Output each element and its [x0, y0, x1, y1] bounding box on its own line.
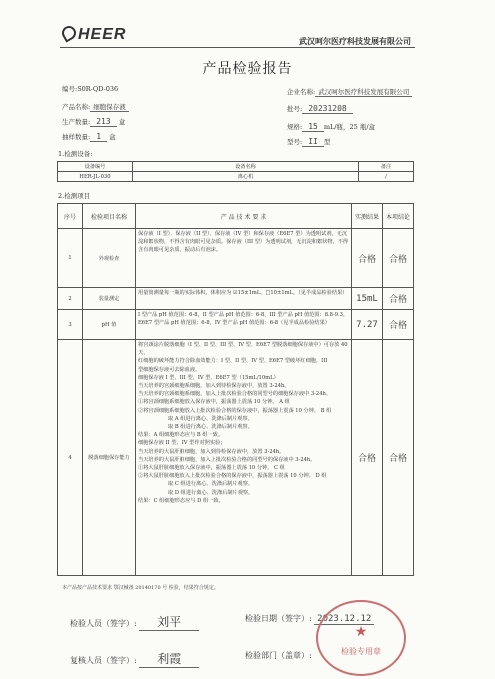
meta-model: 型号: II 型 — [287, 137, 331, 146]
meta-code: 编号:S0R-QD-036 — [62, 85, 119, 93]
stamp-text: 检验专用章 — [341, 647, 381, 656]
table-row — [58, 172, 414, 182]
meta-batch-value: 20231208 — [302, 104, 353, 114]
row2-item: 装量测定 — [83, 288, 136, 310]
row1-conclusion: 合格 — [383, 229, 414, 288]
meta-model-value: II — [302, 137, 324, 147]
row4-result: 合格 — [352, 340, 383, 576]
row1-req: 保存液（I 型）、保存液（II 型）、保存液（IV 型）和保存液（E6E7 型）为透明试剂，无沉淀和絮状物，不得含有肉眼可见杂质。保存液（III 型）为透明试剂，无沉淀和絮状物，不得含有肉眼可见杂质，振动后有泡沫。 — [136, 229, 352, 288]
equip-name: 离心机 — [133, 172, 359, 182]
reviewer-row: 复核人员（签字）: 利霞 — [70, 650, 199, 668]
header-company-name: 武汉呵尔医疗科技发展有限公司 — [299, 36, 411, 46]
logo-text: HEER — [78, 26, 127, 43]
col-header-result: 实测结果 — [352, 204, 383, 229]
row1-result: 合格 — [352, 229, 383, 288]
table-footnote: 本产品按产品技术要求 鄂汉械备 20140170 号 检验，结果符合规定。 — [62, 585, 219, 591]
meta-sample: 抽样数量: 1 盒 — [62, 132, 116, 141]
col-header-item: 检验项目名称 — [83, 204, 136, 229]
row2-no: 2 — [58, 288, 83, 310]
row2-result: 15mL — [352, 288, 383, 310]
logo-mark-icon — [59, 23, 78, 42]
row4-no: 4 — [58, 340, 83, 576]
row3-conclusion: 合格 — [383, 310, 414, 340]
meta-batch: 批号: 20231208 — [287, 104, 353, 113]
meta-sample-value: 1 — [90, 132, 107, 142]
row3-item: pH 值 — [83, 310, 136, 340]
row2-conclusion: 合格 — [383, 288, 414, 310]
row3-req: I 型产品 pH 值范围：6-8，II 型产品 pH 值范围：6-8，III 型产品 pH 值范围：8.8-9.3，E6E7 型产品 pH 值范围：6-8，IV 型产品 pH 值范围：6-8（见半成品检验结果） — [136, 310, 352, 340]
meta-product-value: 细胞保存液 — [90, 103, 129, 112]
row4-req: 将宫颈涂片脱落细胞（I 型、II 型、III 型、IV 型、E6E7 型脱落细胞保存液中）可存放 40 天， 红细胞的破坏能力符合除血效能力：I 型、II 型、IV 型、E6E7 型破坏红细胞，III 型细胞保存液可去除血液。 细胞保存液 I 型、III 型、IV 型、E6E7 型（15mL/10mL） 当天培养的宫颈细胞系细胞，加入到待检保存液中，放置 3-24h。 当天培养的宫颈细胞系细胞，加入上批次检验合格的同型号的细胞保存液中 3-24h。 ①将宫颈细胞系细胞放入保存液中，振荡器上震荡 10 分钟。 A 组 ②将宫颈细胞系细胞放入上批次检验合格的保存液中，振荡器上震荡 10 分钟。 B 组 取 A 组进行离心、洗涤后制片观察。 取 B 组进行离心、洗涤后制片观察。 结果：A 组细胞形态应与 B 组一致。 细胞保存液 II 型、IV 型作对照实验； 当天培养的大鼠肝脏细胞，加入到待检保存液中，放置 3-24h。 当天培养的大鼠肝脏细胞，加入上批次检验合格的同型号的保存液中 3-24h。 ①将大鼠肝脏细胞放入保存液中，振荡器上震荡 10 分钟。 C 组 ②将大鼠肝脏细胞放入上批次检验合格的保存液中，振荡器上震荡 10 分钟。 D 组 取 C 组进行离心、洗涤后制片观察。 取 D 组进行离心、洗涤后制片观察。 结果：C 组细胞形态应与 D 组一致。 — [136, 340, 352, 576]
meta-qty: 生产数量: 213 盒 — [62, 117, 126, 126]
col-header-req: 产 品 技 术 要 求 — [136, 204, 352, 229]
header-divider — [60, 47, 415, 48]
col-header-no: 序号 — [58, 204, 83, 229]
inspector-row: 检验人员（签字）: 刘平 — [70, 613, 199, 631]
meta-product: 产品名称: 细胞保存液 — [62, 102, 129, 111]
stamp-star-icon: ★ — [354, 624, 368, 640]
equipment-table — [57, 161, 414, 182]
table-row — [58, 229, 414, 288]
table-row — [58, 310, 414, 340]
inspection-stamp — [316, 600, 406, 676]
section1-title: 1.检测设备: — [58, 150, 93, 158]
inspector-signature: 刘平 — [139, 613, 199, 631]
inspection-table — [57, 203, 414, 576]
meta-qty-value: 213 — [90, 117, 116, 127]
row2-req: 用量筒测量每一瓶的实际体积，体积应为 ☑15±1mL、□10±1mL。（见半成品检验结果） — [136, 288, 352, 310]
col-header-conclusion: 本项结论 — [383, 204, 414, 229]
company-logo — [62, 26, 126, 44]
meta-firm: 企业名称: 武汉呵尔医疗科技发展有限公司 — [287, 87, 412, 96]
reviewer-signature: 利霞 — [139, 650, 199, 668]
page-title: 产品检验报告 — [202, 61, 293, 77]
row3-no: 3 — [58, 310, 83, 340]
equip-code: HER-JL-030 — [58, 172, 133, 182]
meta-firm-value: 武汉呵尔医疗科技发展有限公司 — [315, 88, 412, 97]
date-row: 检验日期（签字）: 2023.12.12 — [245, 613, 374, 625]
row4-conclusion: 合格 — [383, 340, 414, 576]
meta-spec-value: 15 — [302, 122, 324, 132]
dept-row: 检验部门（盖章）: — [245, 651, 312, 660]
row4-item: 脱落细胞保存能力 — [83, 340, 136, 576]
row1-no: 1 — [58, 229, 83, 288]
section2-title: 2.检测项目 — [58, 192, 91, 200]
meta-code-value: S0R-QD-036 — [77, 85, 119, 93]
row1-item: 外观检查 — [83, 229, 136, 288]
equip-header-name: 设备名称 — [133, 162, 359, 172]
equip-header-note: 备注 — [359, 162, 414, 172]
meta-spec: 规格: 15 mL/瓶，25 瓶/盒 — [287, 122, 376, 131]
equip-note: / — [359, 172, 414, 182]
row3-result: 7.27 — [352, 310, 383, 340]
table-row — [58, 288, 414, 310]
equip-header-code: 设备编号 — [58, 162, 133, 172]
inspection-date: 2023.12.12 — [314, 614, 374, 625]
table-row — [58, 340, 414, 576]
